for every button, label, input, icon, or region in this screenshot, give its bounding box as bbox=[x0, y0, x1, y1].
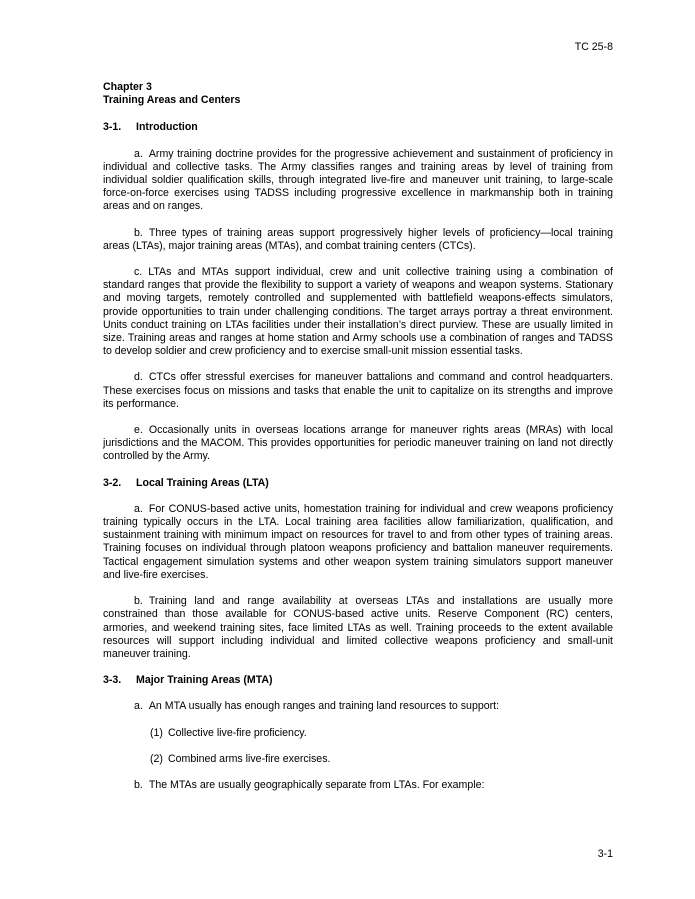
list-text: An MTA usually has enough ranges and training land resources to support: bbox=[148, 700, 500, 713]
paragraph-label: b. bbox=[134, 595, 143, 608]
paragraph-text: Three types of training areas support progressively higher levels of proficiency—local training areas (LTAs), major training areas (MTAs), and combat training centers (CTCs). bbox=[103, 226, 613, 252]
sub-item-1 bbox=[150, 727, 613, 740]
section-number: 3-2. bbox=[103, 476, 122, 489]
section-title: Major Training Areas (MTA) bbox=[136, 674, 273, 687]
section-heading-3-3 bbox=[103, 674, 613, 687]
sub-item-2 bbox=[150, 753, 613, 766]
paragraph-label: e. bbox=[134, 424, 143, 437]
paragraph-3-2-a bbox=[103, 503, 613, 582]
document-id: TC 25-8 bbox=[574, 41, 613, 53]
sub-item-label: (1) bbox=[150, 726, 163, 739]
list-item-3-3-a bbox=[134, 700, 613, 713]
section-title: Local Training Areas (LTA) bbox=[136, 476, 269, 489]
paragraph-3-1-c bbox=[103, 266, 613, 358]
paragraph-label: c. bbox=[134, 266, 143, 279]
list-label: a. bbox=[134, 700, 143, 713]
chapter-number: Chapter 3 bbox=[103, 81, 152, 93]
section-number: 3-1. bbox=[103, 121, 122, 134]
paragraph-3-1-a bbox=[103, 148, 613, 214]
paragraph-3-1-e bbox=[103, 424, 613, 464]
paragraph-text: Occasionally units in overseas locations arrange for maneuver rights areas (MRAs) with local jurisdictions and the MACOM. This provides opportunities for periodic maneuver training on land not directly controlled by the Army. bbox=[103, 424, 613, 463]
list-label: b. bbox=[134, 778, 143, 791]
paragraph-3-1-b bbox=[103, 227, 613, 253]
section-heading-3-1 bbox=[103, 121, 613, 134]
paragraph-label: a. bbox=[134, 502, 143, 515]
paragraph-text: Army training doctrine provides for the progressive achievement and sustainment of proficiency in individual and collective tasks. The Army classifies ranges and training areas by level of training from individual soldier qualification skills, through integrated live-fire and maneuver unit training, to large-scale force-on-force exercises using TADSS including progressive excellence in markmanship both in training areas and on ranges. bbox=[103, 147, 613, 213]
paragraph-label: a. bbox=[134, 147, 143, 160]
section-title: Introduction bbox=[136, 121, 198, 134]
paragraph-label: d. bbox=[134, 371, 143, 384]
page-content bbox=[103, 81, 613, 805]
list-text: The MTAs are usually geographically separate from LTAs. For example: bbox=[148, 778, 485, 791]
page-number: 3-1 bbox=[597, 848, 613, 860]
section-number: 3-3. bbox=[103, 674, 122, 687]
sub-item-text: Combined arms live-fire exercises. bbox=[167, 752, 331, 765]
chapter-title: Training Areas and Centers bbox=[103, 94, 241, 107]
paragraph-3-1-d bbox=[103, 371, 613, 411]
paragraph-3-2-b bbox=[103, 595, 613, 661]
paragraph-text: For CONUS-based active units, homestation training for individual and crew weapons proficiency training typically occurs in the LTA. Local training area facilities allow familiarization, qualification, and sustainment training with minimum impact on resources for travel to and from other types of training areas. Training focuses on individual through platoon weapons proficiency and battalion maneuver requirements. Tactical engagement simulation systems and other weapon system training simulators support maneuver and live-fire exercises. bbox=[103, 502, 613, 581]
sub-item-text: Collective live-fire proficiency. bbox=[167, 726, 307, 739]
section-heading-3-2 bbox=[103, 477, 613, 490]
paragraph-text: LTAs and MTAs support individual, crew and unit collective training using a combination of standard ranges that provide the flexibility to support a variety of weapons and weapon systems. Stationary and moving targets, remotely controlled and supplemented with battlefield weapons-effects simulators, provide opportunities to train under challenging conditions. The target arrays portray a threat environment. Units conduct training on LTAs facilities under their installation’s direct purview. These are usually limited in size. Training areas and ranges at home station and Army schools use a combination of ranges and TADSS to develop soldier and crew proficiency and to exercise small-unit mission essential tasks. bbox=[103, 266, 613, 358]
paragraph-text: Training land and range availability at overseas LTAs and installations are usually more constrained than those available for CONUS-based active units. Reserve Component (RC) centers, armories, and weekend training sites, face limited LTAs as well. Training proceeds to the extent available resources will support including individual and limited collective weapons proficiency and small-unit maneuver training. bbox=[103, 595, 613, 660]
sub-item-label: (2) bbox=[150, 752, 163, 765]
list-item-3-3-b bbox=[134, 779, 613, 792]
paragraph-text: CTCs offer stressful exercises for maneuver battalions and command and control headquarters. These exercises focus on missions and tasks that enable the unit to capitalize on its strengths and improve its performance. bbox=[103, 371, 613, 410]
paragraph-label: b. bbox=[134, 226, 143, 239]
